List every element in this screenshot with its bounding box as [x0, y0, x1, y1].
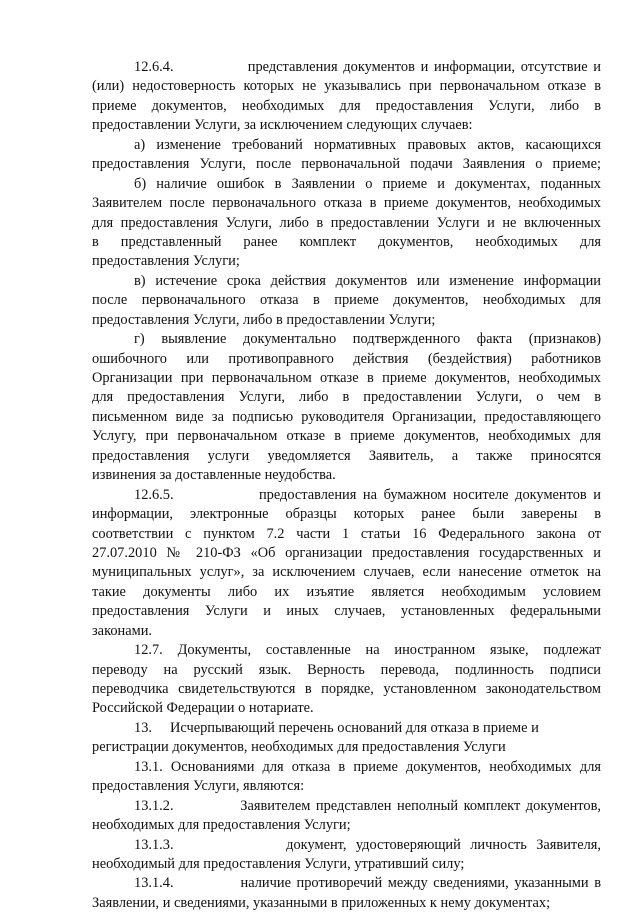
text-line: предоставления Услуги;: [92, 253, 240, 270]
text-line: 12.6.5. предоставления на бумажном носителе документов и: [134, 486, 601, 503]
text-line: а) изменение требований нормативных правовых актов, касающихся: [134, 136, 601, 153]
text-line: 13. Исчерпывающий перечень оснований для отказа в приеме и: [134, 719, 539, 736]
text-line: предоставления Услуги, после первоначальной подачи Заявления о приеме;: [92, 156, 601, 173]
text-line: 13.1.4. наличие противоречий между сведениями, указанными в: [134, 875, 601, 892]
text-line: информации, электронные образцы которых ранее были заверены в: [92, 506, 601, 523]
text-line: после первоначального отказа в приеме документов, необходимых для: [92, 292, 601, 309]
text-line: Российской Федерации о нотариате.: [92, 700, 314, 717]
text-line: переводу на русский язык. Верность перевода, подлинность подписи: [92, 661, 601, 678]
text-line: 12.7. Документы, составленные на иностранном языке, подлежат: [134, 642, 601, 659]
text-line: предоставления Услуги, являются:: [92, 778, 305, 795]
text-line: необходимый для предоставления Услуги, утративший силу;: [92, 855, 465, 872]
text-line: 13.1.3. документ, удостоверяющий личность Заявителя,: [134, 836, 601, 853]
text-line: в представленный ранее комплект документов, необходимых для: [92, 233, 601, 250]
text-line: письменном виде за подписью руководителя Организации, предоставляющего: [92, 408, 601, 425]
text-line: 27.07.2010 № 210-ФЗ «Об организации предоставления государственных и: [92, 544, 601, 561]
text-line: приеме документов, необходимых для предоставления Услуги, либо в: [92, 97, 601, 114]
text-line: 12.6.4. представления документов и информации, отсутствие и: [134, 59, 601, 75]
text-line: переводчика свидетельствуются в порядке, установленном законодательством: [92, 681, 601, 697]
text-line: (или) недостоверность которых не указывались при первоначальном отказе в: [92, 78, 601, 95]
text-line: для предоставления Услуги, либо в предоставлении Услуги, о чем в: [92, 389, 601, 406]
text-line: предоставления Услуги, либо в предоставлении Услуги;: [92, 311, 436, 328]
text-line: Заявителем после первоначального отказа в приеме документов, необходимых: [92, 195, 601, 212]
text-line: Услугу, при первоначальном отказе в приеме документов, необходимых для: [92, 428, 601, 445]
text-line: извинения за доставленные неудобства.: [92, 467, 336, 484]
text-line: регистрации документов, необходимых для предоставления Услуги: [92, 739, 506, 756]
text-line: 13.1. Основаниями для отказа в приеме документов, необходимых для: [134, 758, 601, 775]
text-line: такие документы либо их изъятие является необходимым условием: [92, 583, 601, 600]
text-line: Заявлении, и сведениями, указанными в приложенных к нему документах;: [92, 894, 551, 911]
text-line: ошибочного или противоправного действия (бездействия) работников: [92, 350, 601, 367]
text-line: необходимых для предоставления Услуги;: [92, 817, 351, 834]
text-line: Организации при первоначальном отказе в приеме документов, необходимых: [92, 370, 601, 386]
text-line: в) истечение срока действия документов или изменение информации: [134, 272, 601, 289]
text-line: б) наличие ошибок в Заявлении о приеме и документах, поданных: [134, 175, 601, 192]
text-line: законами.: [92, 622, 153, 639]
text-line: предоставлении Услуги, за исключением следующих случаев:: [92, 117, 473, 134]
text-line: соответствии с пунктом 7.2 части 1 статьи 16 Федерального закона от: [92, 525, 601, 542]
text-line: для предоставления Услуги, либо в предоставлении Услуги и не включенных: [92, 214, 601, 231]
text-line: г) выявление документально подтвержденного факта (признаков): [134, 331, 601, 348]
text-line: муниципальных услуг», за исключением случаев, если нанесение отметок на: [92, 564, 601, 581]
text-line: предоставления Услуги и иных случаев, установленных федеральными: [92, 603, 601, 620]
text-line: 13.1.2. Заявителем представлен неполный комплект документов,: [134, 797, 601, 814]
text-line: предоставления услуги уведомляется Заявитель, а также приносятся: [92, 447, 601, 464]
